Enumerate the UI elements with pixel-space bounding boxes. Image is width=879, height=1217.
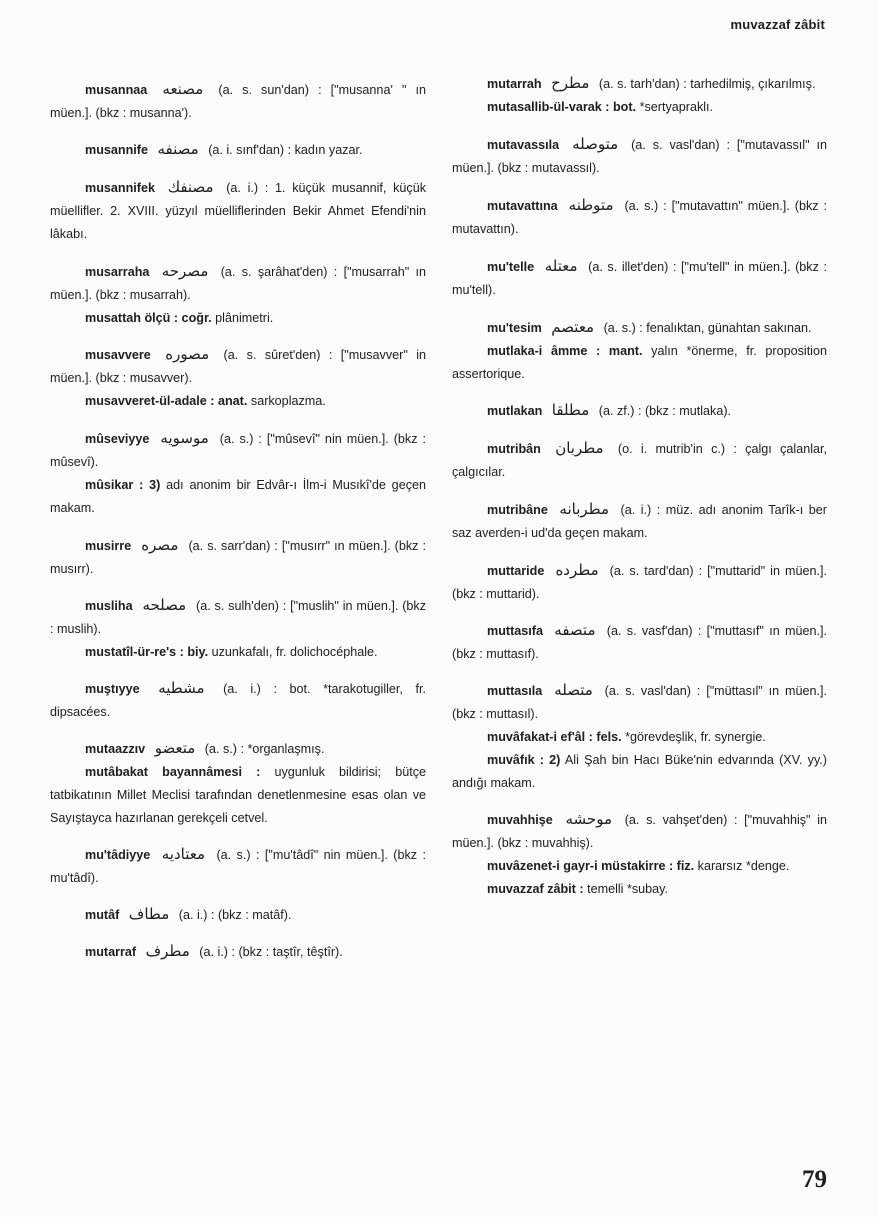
entry-definition: (a. s.) : ["mutavattın" müen.]. (bkz : mutavattın). (452, 199, 828, 236)
entry-headword: muttaride (487, 564, 545, 578)
dictionary-entry (452, 194, 827, 241)
dictionary-entry (452, 255, 827, 302)
entry-definition: sarkoplazma. (250, 394, 326, 408)
entry-definition: (a. s. vasl'dan) : ["mutavassıl" ın müen.]. (bkz : mutavassıl). (452, 138, 828, 175)
entry-headword: mutâbakat bayannâmesi : (85, 765, 261, 779)
entry-definition: (a. s. vasf'dan) : ["muttasıf" ın müen.]. (bkz : muttasıf). (452, 624, 827, 661)
entry-headword: muştıyye (85, 682, 140, 696)
entry-definition: (a. i.) : 1. küçük musannif, küçük müellifler. 2. XVIII. yüzyıl müelliflerinden Bekir Ahmet Efendi'nin lâkabı. (50, 181, 426, 241)
entry-arabic-script: معتصم (551, 318, 595, 336)
entry-arabic-script: متصله (554, 681, 593, 699)
entry-definition: (a. s.) : ["mu'tâdî" nin müen.]. (bkz : mu'tâdî). (50, 848, 427, 885)
entry-headword: muvahhişe (487, 813, 553, 827)
entry-headword: muvâfık : 2) (487, 753, 561, 767)
dictionary-entry (50, 677, 426, 724)
entry-headword: muttasıla (487, 684, 543, 698)
entry-headword: mu'telle (487, 260, 535, 274)
dictionary-entry (50, 78, 426, 125)
right-column (452, 72, 827, 901)
entry-arabic-script: مطرح (551, 74, 590, 92)
entry-definition: Ali Şah bin Hacı Büke'nin edvarında (XV. yy.) andığı makam. (452, 753, 827, 790)
entry-definition: (a. s. sulh'den) : ["muslih" in müen.]. (bkz : muslih). (50, 599, 427, 636)
entry-definition: (a. s. tard'dan) : ["muttarid" in müen.]. (bkz : muttarid). (452, 564, 828, 601)
entry-arabic-script: مصنفك (167, 178, 214, 196)
entry-headword: muvazzaf zâbit : (487, 882, 584, 896)
entry-headword: muttasıfa (487, 624, 543, 638)
entry-arabic-script: مطربان (555, 439, 604, 457)
entry-headword: muvâfakat-i ef'âl : fels. (487, 730, 622, 744)
entry-definition: yalın *önerme, fr. proposition assertorique. (452, 344, 827, 381)
dictionary-entry (452, 399, 827, 423)
entry-definition: (a. zf.) : (bkz : mutlaka). (598, 404, 732, 418)
entry-definition: uzunkafalı, fr. dolichocéphale. (211, 645, 378, 659)
entry-headword: muvâzenet-i gayr-i müstakirre : fiz. (487, 859, 695, 873)
entry-definition: kararsız *denge. (697, 859, 790, 873)
entry-arabic-script: متعضو (154, 739, 196, 757)
dictionary-entry (452, 437, 827, 484)
entry-headword: mutarrah (487, 77, 542, 91)
entry-headword: mutavattına (487, 199, 558, 213)
entry-definition: (a. i.) : (bkz : matâf). (178, 908, 292, 922)
entry-headword: mutarraf (85, 945, 137, 959)
entry-arabic-script: مطرف (145, 942, 190, 960)
entry-headword: mûsikar : 3) (85, 478, 161, 492)
dictionary-entry (50, 534, 426, 581)
entry-headword: musirre (85, 539, 132, 553)
entry-definition: (a. s. tarh'dan) : tarhedilmiş, çıkarılmış. (598, 77, 816, 91)
entry-headword: mutavassıla (487, 138, 560, 152)
entry-definition: *görevdeşlik, fr. synergie. (625, 730, 766, 744)
entry-headword: mutasallib-ül-varak : bot. (487, 100, 637, 114)
entry-arabic-script: معتله (544, 257, 578, 275)
entry-headword: musavvere (85, 348, 151, 362)
dictionary-entry (452, 619, 827, 666)
dictionary-entry (50, 761, 426, 830)
entry-arabic-script: معتاديه (161, 845, 205, 863)
entry-arabic-script: مصرحه (161, 262, 209, 280)
entry-arabic-script: مصوره (165, 345, 210, 363)
dictionary-entry (452, 96, 827, 119)
entry-arabic-script: متصفه (554, 621, 596, 639)
entry-definition: (a. s. sarr'dan) : ["musırr" ın müen.]. (bkz : musırr). (50, 539, 427, 576)
dictionary-entry (50, 260, 426, 307)
entry-definition: (a. s. şarâhat'den) : ["musarrah" ın müen.]. (bkz : musarrah). (50, 265, 427, 302)
dictionary-entry (452, 316, 827, 340)
dictionary-entry (452, 749, 827, 795)
entry-headword: mutaazzıv (85, 742, 146, 756)
entry-arabic-script: مطرده (555, 561, 599, 579)
entry-headword: musattah ölçü : coğr. (85, 311, 212, 325)
entry-definition: (a. s. sûret'den) : ["musavver" in müen.]. (bkz : musavver). (50, 348, 426, 385)
dictionary-entry (452, 855, 827, 878)
entry-arabic-script: مصره (141, 536, 179, 554)
dictionary-entry (452, 808, 827, 855)
dictionary-entry (50, 594, 426, 641)
entry-headword: mustatîl-ür-re's : biy. (85, 645, 209, 659)
dictionary-entry (50, 641, 426, 664)
entry-headword: mu'tâdiyye (85, 848, 151, 862)
entry-definition: (a. s. sun'dan) : ["musanna' " ın müen.]. (bkz : musanna'). (50, 83, 427, 120)
entry-definition: (a. s. vasl'dan) : ["müttasıl" ın müen.]. (bkz : muttasıl). (452, 684, 828, 721)
entry-definition: plânimetri. (215, 311, 274, 325)
entry-definition: (a. i.) : (bkz : taştîr, têştîr). (199, 945, 343, 959)
dictionary-entry (50, 903, 426, 927)
dictionary-entry (50, 307, 426, 330)
entry-arabic-script: متوطنه (568, 196, 614, 214)
entry-definition: (a. i.) : müz. adı anonim Tarîk-ı ber saz averden-i ud'da geçen makam. (452, 503, 827, 540)
dictionary-entry (50, 138, 426, 162)
entry-headword: mu'tesim (487, 321, 542, 335)
entry-headword: mûseviyye (85, 432, 150, 446)
entry-definition: (a. s.) : *organlaşmış. (204, 742, 325, 756)
entry-definition: (a. s. illet'den) : ["mu'tell" in müen.]. (bkz : mu'tell). (452, 260, 827, 297)
page-number: 79 (802, 1166, 827, 1193)
dictionary-entry (452, 133, 827, 180)
entry-arabic-script: مصلحه (142, 596, 187, 614)
entry-headword: mutlakan (487, 404, 543, 418)
entry-definition: uygunluk bildirisi; bütçe tatbikatının Millet Meclisi tarafından denetlenmesine esas olan ve Sayıştayca hazırlanan gerekçeli cetvel. (50, 765, 427, 825)
dictionary-entry (50, 474, 426, 520)
entry-arabic-script: مصنعه (162, 80, 204, 98)
entry-definition: (a. s. vahşet'den) : ["muvahhiş" in müen.]. (bkz : muvahhiş). (452, 813, 828, 850)
dictionary-entry (50, 427, 426, 474)
entry-headword: musannife (85, 143, 148, 157)
entry-headword: mutribâne (487, 503, 548, 517)
entry-definition: (a. i.) : bot. *tarakotugiller, fr. dipsacées. (50, 682, 427, 719)
entry-arabic-script: موحشه (565, 810, 612, 828)
dictionary-entry (50, 343, 426, 390)
dictionary-entry (452, 340, 827, 386)
entry-headword: musannifek (85, 181, 155, 195)
dictionary-entry (452, 878, 827, 901)
entry-definition: temelli *subay. (587, 882, 669, 896)
entry-headword: mutâf (85, 908, 120, 922)
dictionary-entry (50, 176, 426, 246)
entry-definition: adı anonim bir Edvâr-ı İlm-i Musıkî'de geçen makam. (50, 478, 426, 515)
entry-headword: musarraha (85, 265, 150, 279)
dictionary-entry (50, 390, 426, 413)
dictionary-entry (452, 498, 827, 545)
entry-definition: (a. s.) : ["mûsevî" nin müen.]. (bkz : mûsevî). (50, 432, 427, 469)
entry-arabic-script: مطلقا (551, 401, 590, 419)
dictionary-entry (452, 679, 827, 726)
entry-arabic-script: متوصله (572, 135, 619, 153)
entry-headword: mutribân (487, 442, 541, 456)
dictionary-entry (452, 559, 827, 606)
entry-arabic-script: مطاف (128, 905, 170, 923)
entry-definition: (a. s.) : fenalıktan, günahtan sakınan. (603, 321, 812, 335)
entry-definition: (a. i. sınf'dan) : kadın yazar. (208, 143, 363, 157)
entry-headword: musliha (85, 599, 133, 613)
dictionary-entry (452, 726, 827, 749)
entry-arabic-script: مشطيه (158, 679, 205, 697)
running-head: muvazzaf zâbit (730, 17, 825, 32)
entry-headword: mutlaka-i âmme : mant. (487, 344, 643, 358)
left-column (50, 72, 426, 964)
dictionary-entry (452, 72, 827, 96)
entry-definition: *sertyapraklı. (639, 100, 714, 114)
entry-headword: musavveret-ül-adale : anat. (85, 394, 248, 408)
entry-headword: musannaa (85, 83, 148, 97)
dictionary-entry (50, 940, 426, 964)
dictionary-entry (50, 843, 426, 890)
entry-definition: (o. i. mutrib'in c.) : çalgı çalanlar, çalgıcılar. (452, 442, 828, 479)
entry-arabic-script: مطربانه (559, 500, 609, 518)
dictionary-entry (50, 737, 426, 761)
entry-arabic-script: مصنفه (157, 140, 199, 158)
entry-arabic-script: موسويه (160, 429, 209, 447)
